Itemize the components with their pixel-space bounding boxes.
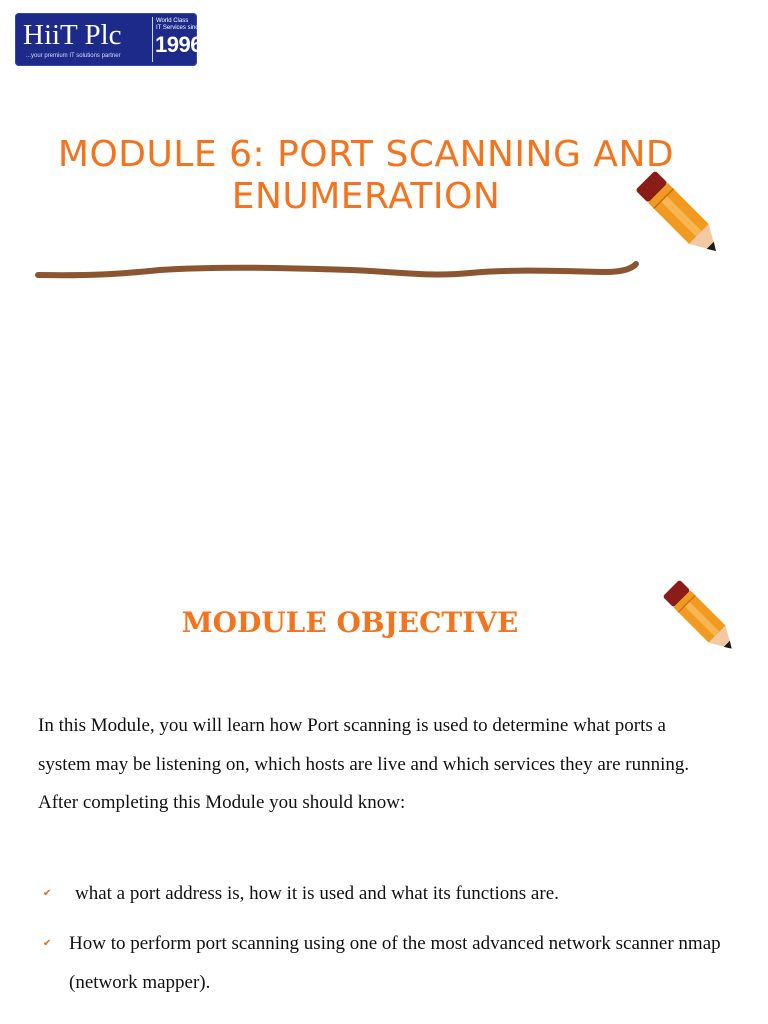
module-title: MODULE 6: PORT SCANNING AND ENUMERATION	[57, 134, 675, 217]
logo-caption-line1: World Class	[156, 18, 189, 24]
logo-name: HiiT Plc	[23, 19, 122, 51]
company-logo	[15, 13, 202, 66]
logo-divider	[152, 17, 153, 62]
list-item	[38, 874, 728, 913]
brush-stroke-divider	[30, 256, 650, 286]
logo-caption-line2: IT Services since	[156, 25, 202, 31]
logo-tagline: ...your premium IT solutions partner	[26, 53, 121, 59]
check-icon: ✔	[43, 938, 52, 949]
intro-paragraph: In this Module, you will learn how Port scanning is used to determine what ports a system may be listening on, which hosts are live and which services they are running. After completing this Module you should know:	[38, 715, 690, 813]
pencil-icon	[630, 165, 735, 270]
list-item-text: what a port address is, how it is used and what its functions are.	[75, 883, 559, 904]
logo-year: 1996	[155, 32, 202, 57]
section-title: MODULE OBJECTIVE	[181, 606, 519, 639]
check-icon: ✔	[43, 888, 52, 899]
objective-list	[38, 874, 728, 1013]
list-item-text: How to perform port scanning using one of the most advanced network scanner nmap (network mapper).	[69, 933, 721, 993]
pencil-icon	[658, 575, 748, 665]
list-item	[38, 924, 728, 1002]
